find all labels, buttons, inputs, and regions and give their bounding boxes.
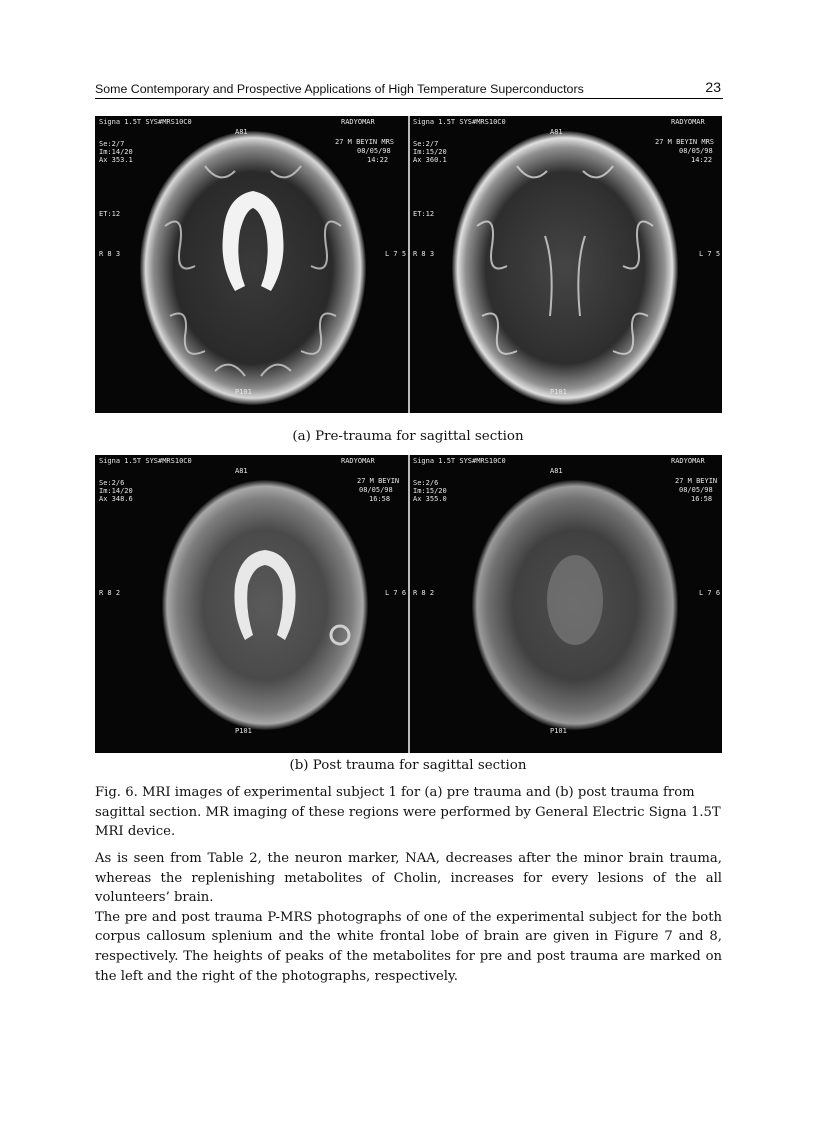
patient-label: 27 M BEYIN [675,477,718,485]
image-label: Im:14/20 [99,487,133,495]
posterior-label: P101 [550,388,567,396]
mri-panel-pre-trauma [95,116,722,413]
orientation-label: A81 [235,128,248,136]
series-label: Se:2/7 [413,140,439,148]
paragraph: As is seen from Table 2, the neuron marker, NAA, decreases after the minor brain trauma, whereas the replenishing metabolites of Cholin, increases for every lesions of the all volunteers’ brain. [95,851,722,906]
page-number: 23 [705,79,721,95]
mri-post-trauma-image [95,455,722,753]
posterior-label: P101 [235,727,252,735]
site-label: RADYOMAR [341,118,375,126]
subcaption-a: (a) Pre-trauma for sagittal section [292,429,524,444]
subcaption-b: (b) Post trauma for sagittal section [289,758,527,773]
posterior-label: P101 [235,388,252,396]
scan-time: 14:22 [691,156,713,164]
series-label: Se:2/6 [99,479,125,487]
echo-train-label: ET:12 [413,210,435,218]
scanner-label: Signa 1.5T SYS#MRS10C0 [99,118,192,126]
brain-scan-left [140,131,366,405]
scan-date: 08/05/98 [357,147,391,155]
side-right-label: L 7 6 [699,589,721,597]
site-label: RADYOMAR [671,457,705,465]
side-left-label: R 8 2 [413,589,435,597]
side-right-label: L 7 5 [699,250,721,258]
brain-scan-right [452,131,678,405]
image-label: Im:15/20 [413,487,447,495]
echo-train-label: ET:12 [99,210,121,218]
body-text [95,849,722,986]
patient-label: 27 M BEYIN MRS [655,138,715,146]
axial-label: Ax 353.1 [99,156,133,164]
patient-label: 27 M BEYIN [357,477,400,485]
mri-panel-post-trauma [95,455,722,753]
posterior-label: P101 [550,727,567,735]
axial-label: Ax 355.0 [413,495,447,503]
patient-label: 27 M BEYIN MRS [335,138,395,146]
running-title: Some Contemporary and Prospective Applications of High Temperature Superconductors [95,82,584,96]
scan-time: 16:58 [691,495,713,503]
scanner-label: Signa 1.5T SYS#MRS10C0 [413,118,506,126]
mri-pre-trauma-image [95,116,722,413]
axial-label: Ax 360.1 [413,156,447,164]
side-right-label: L 7 6 [385,589,407,597]
side-left-label: R 8 3 [413,250,435,258]
image-label: Im:14/20 [99,148,133,156]
series-label: Se:2/6 [413,479,439,487]
site-label: RADYOMAR [341,457,375,465]
scan-date: 08/05/98 [359,486,393,494]
orientation-label: A81 [235,467,248,475]
image-label: Im:15/20 [413,148,447,156]
orientation-label: A81 [550,467,563,475]
series-label: Se:2/7 [99,140,125,148]
orientation-label: A81 [550,128,563,136]
scan-time: 16:58 [369,495,391,503]
scan-date: 08/05/98 [679,147,713,155]
scanner-label: Signa 1.5T SYS#MRS10C0 [413,457,506,465]
scan-date: 08/05/98 [679,486,713,494]
scanner-label: Signa 1.5T SYS#MRS10C0 [99,457,192,465]
axial-label: Ax 348.6 [99,495,133,503]
side-left-label: R 8 2 [99,589,121,597]
site-label: RADYOMAR [671,118,705,126]
side-left-label: R 8 3 [99,250,121,258]
side-right-label: L 7 5 [385,250,407,258]
figure-caption: Fig. 6. MRI images of experimental subject 1 for (a) pre trauma and (b) post trauma from sagittal section. MR imaging of these regions were performed by General Electric Signa 1.5T MRI device. [95,785,721,839]
paragraph: The pre and post trauma P-MRS photographs of one of the experimental subject for the both corpus callosum splenium and the white frontal lobe of brain are given in Figure 7 and 8, respectively. The heights of peaks of the metabolites for pre and post trauma are marked on the left and the right of the photographs, respectively. [95,909,722,984]
brain-scan-left [162,480,368,730]
running-header [95,79,723,99]
scan-time: 14:22 [367,156,389,164]
